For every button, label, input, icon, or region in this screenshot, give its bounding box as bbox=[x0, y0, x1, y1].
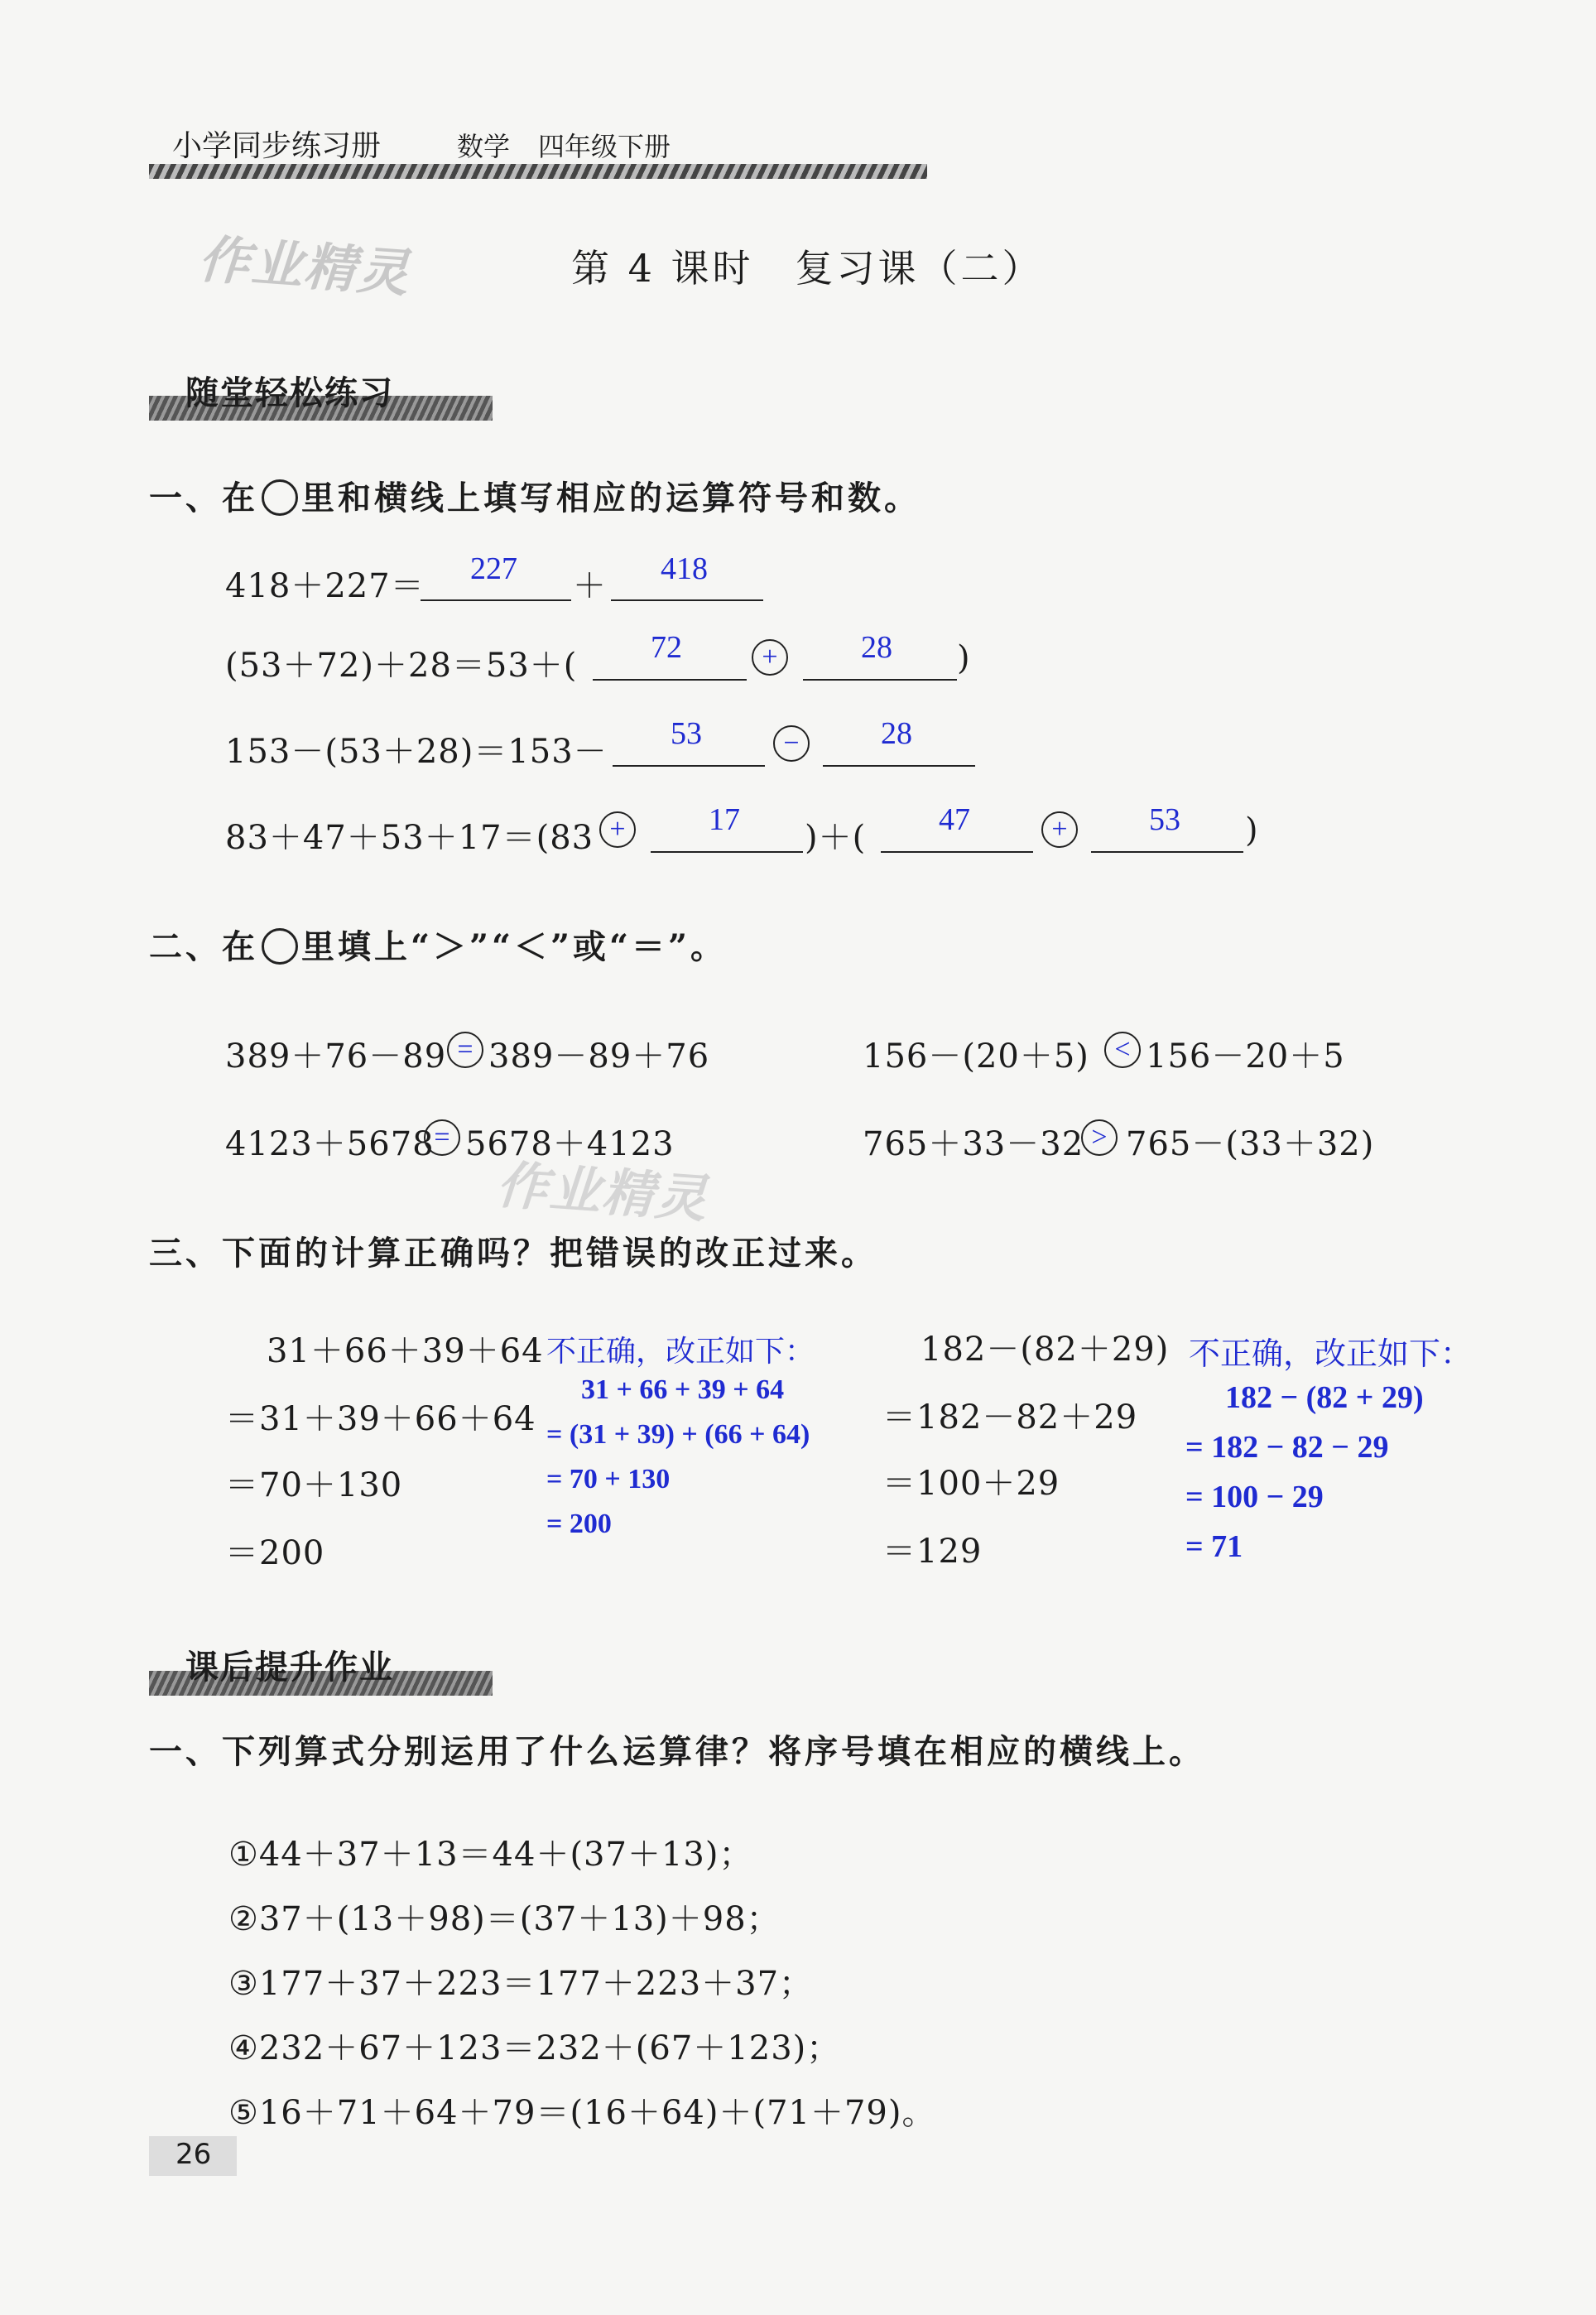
question-b1-prompt: 一、下列算式分别运用了什么运算律？将序号填在相应的横线上。 bbox=[149, 1732, 1205, 1771]
question-3-prompt: 三、下面的计算正确吗？把错误的改正过来。 bbox=[149, 1234, 877, 1273]
calc-line: ＝31＋39＋66＋64 bbox=[225, 1400, 536, 1438]
header-rule bbox=[149, 164, 927, 179]
compare-left-expr: 389＋76－89 bbox=[225, 1037, 447, 1076]
page-number: 26 bbox=[175, 2138, 212, 2171]
close-paren: ) bbox=[957, 639, 971, 677]
answer-blank[interactable] bbox=[651, 851, 803, 853]
q1-line-4: 83＋47＋53＋17＝(83 bbox=[225, 819, 594, 857]
q1-line-2: (53＋72)＋28＝53＋( bbox=[225, 647, 578, 685]
empty-circle-icon bbox=[262, 928, 298, 965]
grade-label: 四年级下册 bbox=[538, 131, 671, 162]
compare-circle[interactable]: > bbox=[1081, 1119, 1118, 1156]
compare-left-expr: 4123＋5678 bbox=[225, 1125, 435, 1163]
handwritten-line: = 70 + 130 bbox=[546, 1464, 671, 1494]
empty-circle-icon bbox=[262, 479, 298, 516]
compare-circle[interactable]: < bbox=[1104, 1032, 1141, 1068]
question-1-prompt: 一、在 里和横线上填写相应的运算符号和数。 bbox=[149, 479, 921, 517]
operator-circle[interactable]: + bbox=[1041, 811, 1078, 848]
handwritten-answer: 53 bbox=[671, 716, 702, 751]
calc-line: ＝70＋130 bbox=[225, 1466, 403, 1504]
law-item-1: ①44＋37＋13＝44＋(37＋13)； bbox=[228, 1836, 753, 1874]
answer-blank[interactable] bbox=[823, 765, 975, 767]
compare-left-expr: 765＋33－32 bbox=[863, 1125, 1084, 1163]
handwritten-line: = 200 bbox=[546, 1509, 612, 1539]
calc-line: ＝200 bbox=[225, 1534, 325, 1572]
handwritten-answer: 53 bbox=[1149, 802, 1180, 837]
operator-circle[interactable]: + bbox=[752, 639, 788, 676]
calc-line: ＝129 bbox=[882, 1533, 983, 1571]
answer-blank[interactable] bbox=[593, 679, 747, 681]
handwritten-line: = 100 − 29 bbox=[1185, 1480, 1324, 1514]
subject-label: 数学 bbox=[457, 131, 511, 162]
handwritten-answer: 17 bbox=[709, 802, 740, 837]
handwritten-line: = 182 − 82 − 29 bbox=[1185, 1430, 1389, 1465]
answer-blank[interactable] bbox=[803, 679, 957, 681]
handwritten-answer: 72 bbox=[651, 630, 682, 665]
handwritten-line: = 71 bbox=[1185, 1529, 1243, 1564]
operator-circle[interactable]: + bbox=[599, 811, 636, 848]
watermark: 作业精灵 bbox=[494, 1154, 710, 1230]
compare-right-expr: 765－(33＋32) bbox=[1126, 1125, 1375, 1163]
law-item-4: ④232＋67＋123＝232＋(67＋123)； bbox=[228, 2029, 841, 2067]
compare-left-expr: 156－(20＋5) bbox=[863, 1037, 1089, 1076]
law-item-3: ③177＋37＋223＝177＋223＋37； bbox=[228, 1965, 814, 2003]
plus-sign: ＋ bbox=[573, 567, 607, 605]
close-paren: ) bbox=[1245, 811, 1259, 849]
answer-blank[interactable] bbox=[1091, 851, 1243, 853]
book-title: 小学同步练习册 bbox=[172, 129, 382, 163]
answer-blank[interactable] bbox=[881, 851, 1033, 853]
handwritten-correction-note: 不正确，改正如下： bbox=[546, 1335, 815, 1368]
watermark: 作业精灵 bbox=[196, 229, 412, 304]
calc-line: 31＋66＋39＋64 bbox=[267, 1332, 544, 1370]
handwritten-line: 182 − (82 + 29) bbox=[1225, 1380, 1424, 1415]
calc-line: ＝100＋29 bbox=[882, 1465, 1060, 1503]
compare-right-expr: 5678＋4123 bbox=[465, 1125, 675, 1163]
section-label-homework: 课后提升作业 bbox=[185, 1648, 394, 1687]
section-label-practice: 随堂轻松练习 bbox=[185, 374, 394, 412]
compare-circle[interactable]: = bbox=[447, 1032, 483, 1068]
mid-paren: )＋( bbox=[805, 819, 867, 857]
law-item-2: ②37＋(13＋98)＝(37＋13)＋98； bbox=[228, 1900, 781, 1938]
compare-circle[interactable]: = bbox=[424, 1119, 460, 1156]
answer-blank[interactable] bbox=[611, 599, 763, 601]
calc-line: 182－(82＋29) bbox=[921, 1331, 1170, 1369]
compare-right-expr: 156－20＋5 bbox=[1146, 1037, 1345, 1076]
lesson-title: 第 4 课时 复习课（二） bbox=[571, 246, 1044, 291]
handwritten-line: = (31 + 39) + (66 + 64) bbox=[546, 1419, 810, 1450]
law-item-5: ⑤16＋71＋64＋79＝(16＋64)＋(71＋79)。 bbox=[228, 2094, 936, 2132]
handwritten-line: 31 + 66 + 39 + 64 bbox=[581, 1374, 785, 1405]
handwritten-answer: 227 bbox=[470, 551, 517, 586]
answer-blank[interactable] bbox=[613, 765, 765, 767]
handwritten-answer: 28 bbox=[881, 716, 912, 751]
handwritten-answer: 47 bbox=[939, 802, 970, 837]
operator-circle[interactable]: − bbox=[773, 725, 810, 762]
handwritten-answer: 28 bbox=[861, 630, 892, 665]
question-2-prompt: 二、在 里填上“＞”“＜”或“＝”。 bbox=[149, 927, 728, 966]
q1-line-3: 153－(53＋28)＝153－ bbox=[225, 733, 608, 771]
q1-line-1: 418＋227＝ bbox=[225, 567, 425, 605]
handwritten-answer: 418 bbox=[661, 551, 708, 586]
compare-right-expr: 389－89＋76 bbox=[488, 1037, 710, 1076]
handwritten-correction-note: 不正确，改正如下： bbox=[1189, 1337, 1473, 1372]
calc-line: ＝182－82＋29 bbox=[882, 1398, 1138, 1437]
answer-blank[interactable] bbox=[421, 599, 571, 601]
